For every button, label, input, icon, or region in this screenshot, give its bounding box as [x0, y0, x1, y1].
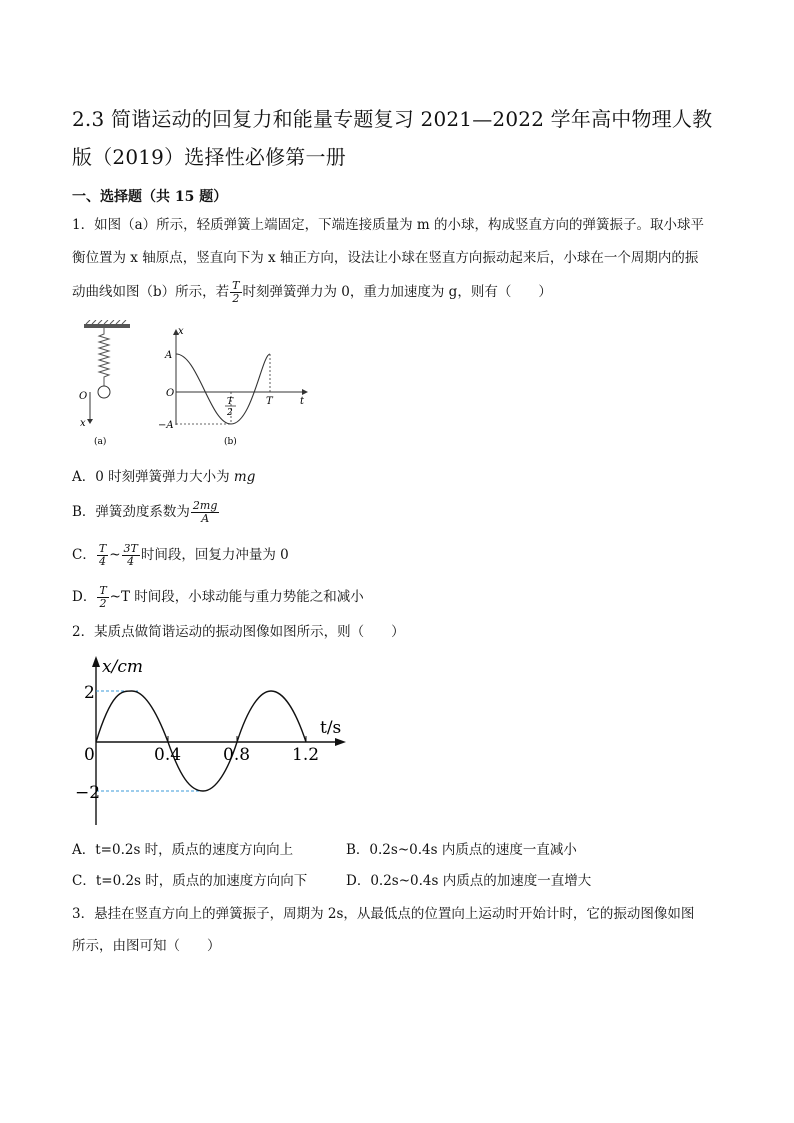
- caption-b: (b): [224, 437, 237, 447]
- xtick-1.2: 1.2: [292, 745, 320, 765]
- label-half-T-den: 2: [227, 408, 233, 418]
- q1-figure-a: [76, 320, 146, 450]
- q2-option-c[interactable]: C．t=0.2s 时，质点的加速度方向向下: [72, 873, 308, 889]
- q2-option-b[interactable]: B．0.2s~0.4s 内质点的速度一直减小: [346, 842, 577, 858]
- document-title: [72, 100, 732, 176]
- q2-stem: 2．某质点做简谐运动的振动图像如图所示，则（ ）: [72, 624, 405, 640]
- ytick-neg2: −2: [75, 783, 101, 803]
- q2-curve: [96, 691, 306, 791]
- label-T: T: [266, 396, 273, 407]
- caption-a: (a): [94, 437, 107, 447]
- label-O: O: [79, 391, 88, 402]
- q1-line-3: [72, 280, 722, 305]
- section-heading: 一、选择题（共 15 题）: [72, 189, 228, 205]
- q2-graph: [72, 650, 352, 830]
- label-A: A: [165, 350, 173, 361]
- title-line-1: 2.3 简谐运动的回复力和能量专题复习 2021—2022 学年高中物理人教: [72, 107, 713, 131]
- label-negA: −A: [158, 420, 174, 431]
- spring: [99, 328, 109, 386]
- q1-line-1: 1．如图（a）所示，轻质弹簧上端固定，下端连接质量为 m 的小球，构成竖直方向的弹簧振子。取小球平: [72, 217, 705, 233]
- q1-option-a[interactable]: A．0 时刻弹簧弹力大小为 mg: [72, 469, 256, 485]
- xtick-0.4: 0.4: [154, 745, 182, 765]
- label-x: x: [178, 326, 184, 337]
- q2-option-a[interactable]: A．t=0.2s 时，质点的速度方向向上: [72, 842, 294, 858]
- ball: [98, 386, 110, 398]
- q1-option-c[interactable]: C． $\frac{T}{4}$ ~ $\frac{3T}{4}$ 时间段，回复力冲量为 0: [72, 542, 289, 568]
- origin-0: 0: [84, 745, 95, 765]
- xtick-0.8: 0.8: [223, 745, 251, 765]
- q1-line-3-b: 时刻弹簧弹力为 0，重力加速度为 g，则有（ ）: [242, 284, 552, 300]
- ytick-2: 2: [84, 683, 95, 703]
- q1-line-3-a: 动曲线如图（b）所示，若: [72, 284, 230, 300]
- label-t: t: [300, 396, 305, 407]
- label-O: O: [166, 388, 175, 399]
- q2-option-d[interactable]: D．0.2s~0.4s 内质点的加速度一直增大: [346, 873, 592, 889]
- q1-line-2: 衡位置为 x 轴原点，竖直向下为 x 轴正方向，设法让小球在竖直方向振动起来后，小球在一个周期内的振: [72, 250, 699, 266]
- q1-figure-b: [158, 322, 318, 452]
- q1-option-d[interactable]: D． $\frac{T}{2}$ ~T 时间段，小球动能与重力势能之和减小: [72, 584, 364, 610]
- ceiling: [84, 324, 130, 328]
- xlabel: t/s: [320, 718, 342, 738]
- label-x: x: [80, 418, 86, 429]
- q3-line-1: 3．悬挂在竖直方向上的弹簧振子，周期为 2s，从最低点的位置向上运动时开始计时，它的振动图像如图: [72, 906, 695, 922]
- title-line-2: 版（2019）选择性必修第一册: [72, 145, 346, 169]
- q1-option-b[interactable]: B．弹簧劲度系数为 $\frac{2mg}{A}$: [72, 499, 218, 525]
- curve-b: [176, 354, 270, 424]
- ylabel: x/cm: [102, 657, 143, 677]
- q3-line-2: 所示，由图可知（ ）: [72, 938, 221, 954]
- q1-fraction-half-t: $\frac{T}{2}$: [232, 279, 240, 305]
- label-half-T-num: T: [227, 397, 234, 407]
